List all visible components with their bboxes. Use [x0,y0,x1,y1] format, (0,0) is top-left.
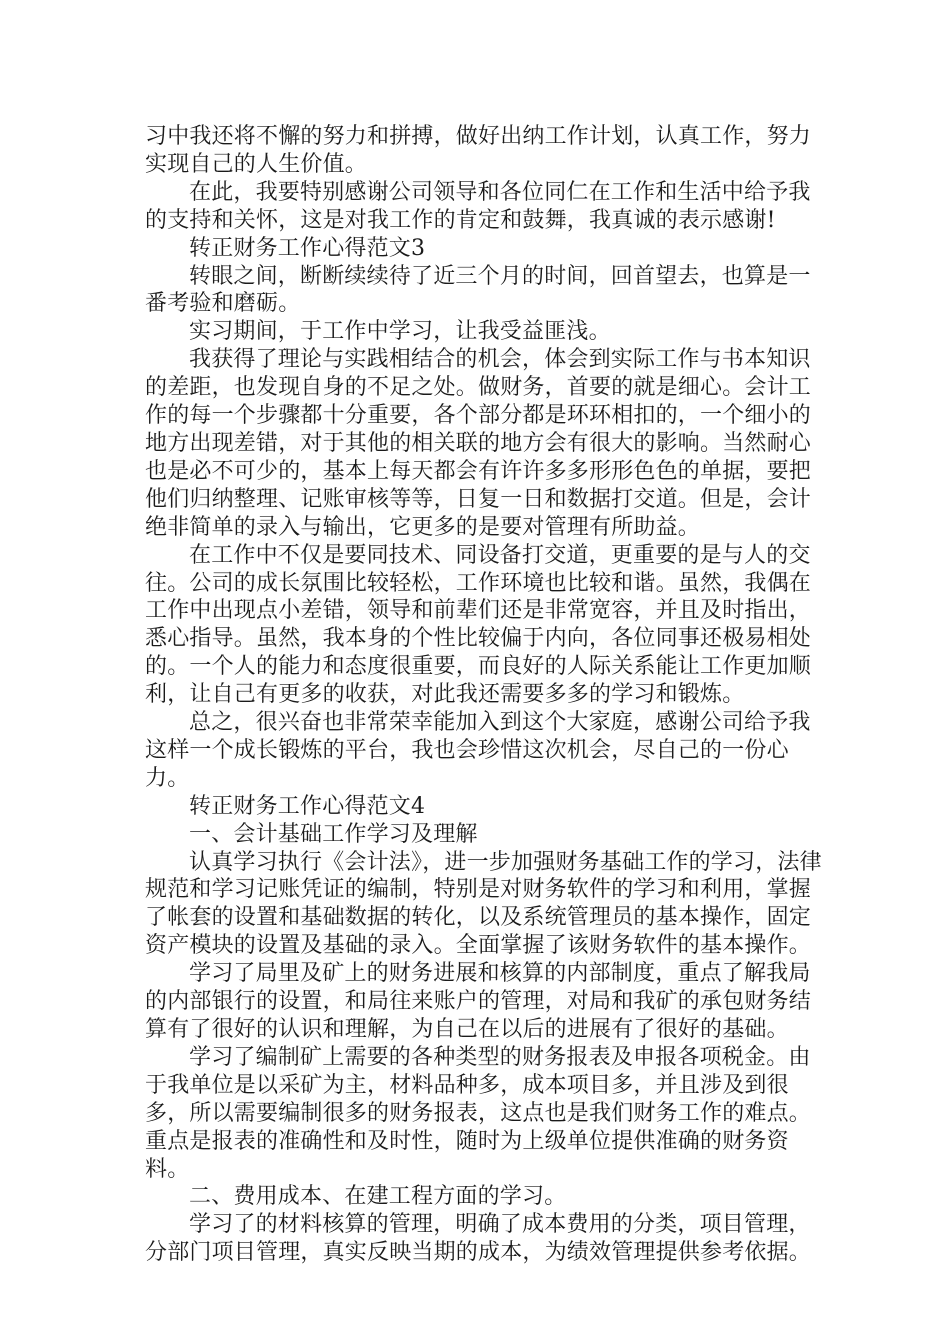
subheading-1: 一、会计基础工作学习及理解 [189,821,478,847]
paragraph-continuation: 习中我还将不懈的努力和拼搏，做好出纳工作计划，认真工作，努力实现自己的人生价值。 [145,124,812,177]
paragraph: 实习期间，于工作中学习，让我受益匪浅。 [189,319,611,345]
paragraph-thanks: 在此，我要特别感谢公司领导和各位同仁在工作和生活中给予我的支持和关怀，这是对我工作的肯定和鼓舞，我真诚的表示感谢! [145,179,811,233]
section-heading-4: 转正财务工作心得范文4 [189,793,426,819]
paragraph: 总之，很兴奋也非常荣幸能加入到这个大家庭，感谢公司给予我这样一个成长锻炼的平台，我也会珍惜这次机会，尽自己的一份心力。 [145,710,811,791]
paragraph: 转眼之间，断断续续待了近三个月的时间，回首望去，也算是一番考验和磨砺。 [145,263,811,317]
paragraph: 认真学习执行《会计法》，进一步加强财务基础工作的学习，法律规范和学习记账凭证的编制，特别是对财务软件的学习和利用，掌握了帐套的设置和基础数据的转化，以及系统管理员的基本操作，固定资产模块的设置及基础的录入。全面掌握了该财务软件的基本操作。 [145,849,822,959]
document-page [145,123,825,1267]
paragraph: 学习了编制矿上需要的各种类型的财务报表及申报各项税金。由于我单位是以采矿为主，材料品种多，成本项目多，并且涉及到很多，所以需要编制很多的财务报表，这点也是我们财务工作的难点。重点是报表的准确性和及时性，随时为上级单位提供准确的财务资料。 [145,1044,812,1182]
paragraph: 我获得了理论与实践相结合的机会，体会到实际工作与书本知识的差距，也发现自身的不足之处。做财务，首要的就是细心。会计工作的每一个步骤都十分重要，各个部分都是环环相扣的，一个细小的地方出现差错，对于其他的相关联的地方会有很大的影响。当然耐心也是必不可少的，基本上每天都会有许许多多形形色色的单据，要把他们归纳整理、记账审核等等，日复一日和数据打交道。但是，会计绝非简单的录入与输出，它更多的是要对管理有所助益。 [145,347,812,540]
paragraph: 学习了的材料核算的管理，明确了成本费用的分类，项目管理，分部门项目管理，真实反映当期的成本，为绩效管理提供参考依据。 [145,1212,812,1266]
section-heading-3: 转正财务工作心得范文3 [189,235,426,261]
subheading-2: 二、费用成本、在建工程方面的学习。 [189,1184,567,1210]
paragraph: 学习了局里及矿上的财务进展和核算的内部制度，重点了解我局的内部银行的设置，和局往来账户的管理，对局和我矿的承包财务结算有了很好的认识和理解，为自己在以后的进展有了很好的基础。 [145,961,812,1042]
paragraph: 在工作中不仅是要同技术、同设备打交道，更重要的是与人的交往。公司的成长氛围比较轻松，工作环境也比较和谐。虽然，我偶在工作中出现点小差错，领导和前辈们还是非常宽容，并且及时指出，悉心指导。虽然，我本身的个性比较偏于内向，各位同事还极易相处的。一个人的能力和态度很重要，而良好的人际关系能让工作更加顺利，让自己有更多的收获，对此我还需要多多的学习和锻炼。 [145,542,812,708]
